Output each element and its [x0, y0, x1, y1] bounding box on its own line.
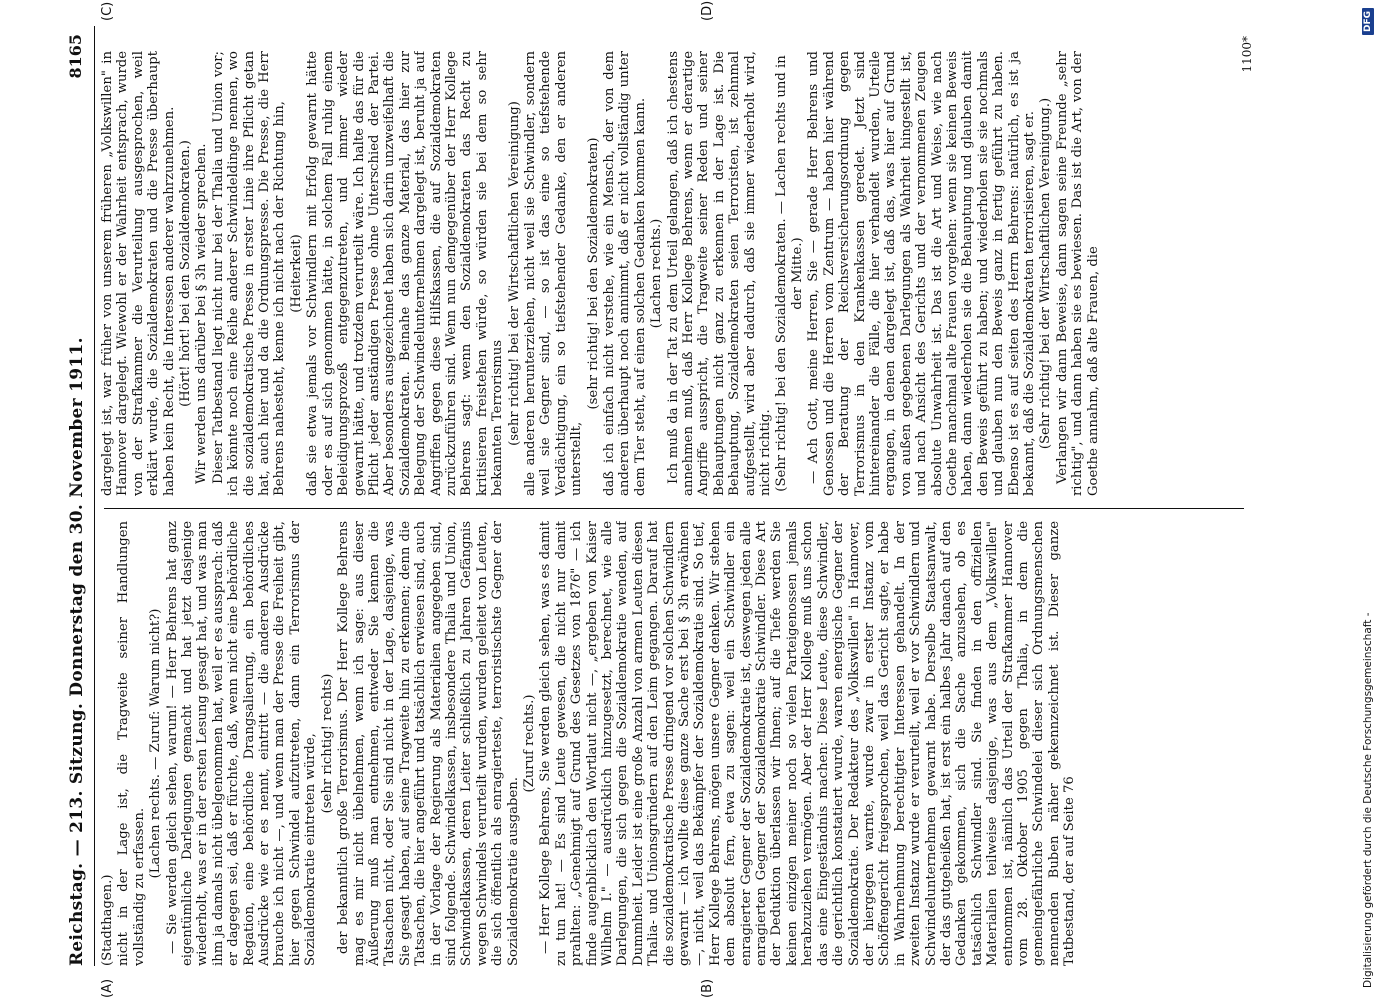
running-header: Reichstag. — 213. Sitzung. Donnerstag den 30. November 1911.	[67, 337, 87, 966]
paragraph: — Sie werden gleich sehen, warum! — Herr Behrens hat ganz eigentümliche Darlegungen gemacht und hat jetzt dasjenige wiederholt, was er in der ersten Lesung gesagt hat, und was man ihm ja damals nicht übelgenommen hat, weil er es aussprach: daß er dagegen sei, daß er fürchte, daß, wenn nicht eine behördliche Regation, eine behördliche Drangsalierung, ein behördliches Ausdrücke wie er es nennt, eintritt — die anderen Ausdrücke brauche ich nicht —, und wenn man der Presse die Freiheit gibt, hier gegen Schwindel aufzutreten, dann ein Terrorismus der Sozialdemokratie eintreten würde,	[164, 521, 319, 966]
left-column	[100, 521, 1245, 966]
document-page	[60, 0, 1328, 998]
paragraph: daß ich einfach nicht verstehe, wie ein Mensch, der von dem anderen überhaupt noch annimmt, daß er nicht vollständig unter dem Tier steht, auf einen solchen Gedanken kommen kann.	[602, 51, 648, 496]
paragraph: (Stadthagen.)	[100, 874, 115, 966]
interjection: (Heiterkeit)	[288, 234, 304, 313]
paragraph: Dieser Tatbestand liegt nicht nur bei der Thalia und Union vor; ich könnte noch eine Reihe anderer Schwindeldinge nennen, wo die sozialdemokratische Presse in erster Linie ihre Pflicht getan hat, auch hier und da die Ordnungspresse. Die Presse, die Herr Behrens nahesteht, kenne ich nicht nach der Richtung hin,	[210, 51, 288, 496]
paragraph: Wir werden uns darüber bei § 3h wieder sprechen.	[194, 143, 210, 484]
paragraph: der bekanntlich große Terrorismus. Der Herr Kollege Behrens mag es mir nicht übelnehmen, wenn ich sage: aus dieser Äußerung muß man entnehmen, entweder Sie kennen die Tatsachen nicht, oder Sie sind nicht in der Lage, dasjenige, was Sie gesagt haben, auf seine Tragweite hin zu erkennen; denn die Tatsachen, die hier angeführt und tatsächlich erwiesen sind, auch in der Vorlage der Regierung als Materialien angegeben sind, sind folgende. Schwindelkassen, insbesondere Thalia und Union, Schwindelkassen, deren Leiter schließlich zu Jahren Gefängnis wegen Schwindels verurteilt wurden, wurden geleitet von Leuten, die sich öffentlich als enragierteste, terroristischste Gegner der Sozialdemokratie ausgaben.	[336, 521, 521, 966]
paragraph: dargelegt ist, war früher von unserem früheren „Volkswillen" in Hannover dargelegt. Wiewohl er der Wahrheit entsprach, wurde von der Strafkammer die Verurteilung ausgesprochen, weil erklärt wurde, die Sozialdemokraten und die Presse überhaupt haben kein Recht, die Interessen anderer wahrzunehmen.	[100, 51, 177, 496]
interjection: (Sehr richtig! bei der Wirtschaftlichen Vereinigung.)	[1038, 97, 1054, 450]
right-column	[100, 51, 1245, 496]
margin-marker-b: (B)	[700, 978, 715, 998]
paragraph: daß sie etwa jemals vor Schwindlern mit Erfolg gewarnt hätte oder es auf sich genommen hätte, in solchem Fall ruhig einem Beleidigungsprozeß entgegenzutreten, und immer wieder gewarnt hätte, und trotzdem verurteilt wäre. Ich halte das für die Pflicht jeder anständigen Presse ohne Unterschied der Partei. Aber besonders ausgezeichnet haben sich darin unzweifelhaft die Sozialdemokraten. Beinahe das ganze Material, das hier zur Belegung der Schwindelunternehmen dargelegt ist, beruht ja auf Angriffen gegen diese Hilfskassen, die auf Sozialdemokraten zurückzuführen sind. Wenn nun demgegenüber der Herr Kollege Behrens sagt: wenn den Sozialdemokraten das Recht zu kritisieren freistehen würde, so würden sie bei dem so sehr bekannten Terrorismus	[305, 51, 506, 496]
interjection: (Lachen rechts.)	[649, 218, 665, 329]
margin-marker-d: (D)	[700, 0, 715, 21]
interjection: (Hört! hört! bei den Sozialdemokraten.)	[178, 140, 194, 407]
paragraph: — Ach Gott, meine Herren, Sie — gerade Herr Behrens und Genossen und die Herren vom Zentrum — haben hier während der Beratung der Reichsversicherungsordnung gegen Terrorismus in den Krankenkassen geredet. Jetzt sind hintereinander die Fälle, die hier verhandelt wurden, Urteile ergangen, in denen dargelegt ist, daß das, was hier auf Grund von außen gegebenen Darlegungen als Wahrheit hingestellt ist, und nach Ansicht des Gerichts und der vernommenen Zeugen absolute Unwahrheit ist. Das ist die Art und Weise, wie nach Goethe manchmal alte Frauen vorgehen: wenn sie keinen Beweis haben, dann wiederholen sie die Behauptung und glauben damit den Beweis geführt zu haben; und wiederholen sie sie nochmals und glauben nun den Beweis ganz in fertig geführt zu haben. Ebenso ist es auf seiten des Herrn Behrens: natürlich, es ist ja bekannt, daß die Sozialdemokraten terrorisieren, sagt er.	[806, 51, 1037, 496]
page-footer: 1100*	[1240, 36, 1254, 73]
interjection: (Lachen rechts. — Zuruf: Warum nicht?)	[148, 608, 164, 879]
interjection: (sehr richtig! bei den Sozialdemokraten)	[585, 137, 601, 410]
interjection: (sehr richtig! rechts)	[319, 673, 335, 814]
interjection: (Sehr richtig! bei den Sozialdemokraten. — Lachen rechts und in der Mitte.)	[774, 55, 805, 492]
interjection: (sehr richtig! bei der Wirtschaftlichen Vereinigung)	[506, 101, 522, 446]
column-divider	[104, 508, 1244, 509]
paragraph: Ich muß da in der Tat zu dem Urteil gelangen, daß ich chestens annehmen muß, daß Herr Kollege Behrens, wenn er derartige Angriffe ausspricht, die Tragweite seiner Reden und seiner Behauptungen nicht ganz zu erkennen in der Lage ist. Die Behauptung, Sozialdemokraten seien Terroristen, ist zehnmal aufgestellt, wird aber dadurch, daß sie immer wiederholt wird, nicht richtig.	[665, 51, 774, 496]
paragraph: Verlangen wir dann Beweise, dann sagen seine Freunde „sehr richtig", und dann haben sie es bewiesen. Das ist die Art, von der Goethe annahm, daß alte Frauen, die	[1054, 51, 1101, 496]
page-number: 8165	[66, 34, 85, 79]
dfg-logo: DFG	[1362, 8, 1374, 35]
interjection: (Zuruf rechts.)	[521, 694, 537, 793]
paragraph: nicht in der Lage ist, die Tragweite seiner Handlungen vollständig zu erfassen.	[116, 521, 147, 966]
paragraph: alle anderen herunterziehen, nicht weil sie Schwindler, sondern weil sie Gegner sind, — so ist das eine so tiefstehende Verdächtigung, ein so tiefstehender Gedanke, den er anderen unterstellt,	[522, 51, 585, 496]
margin-marker-a: (A)	[100, 978, 115, 998]
digitization-credit	[1360, 8, 1374, 988]
credit-text: Digitalisierung gefördert durch die Deutsche Forschungsgemeinschaft -	[1362, 612, 1374, 988]
page-header	[60, 26, 95, 966]
paragraph: — Herr Kollege Behrens, Sie werden gleich sehen, was es damit zu tun hat! — Es sind Leute gewesen, die nicht nur damit prahlten: „Genehmigt auf Grund des Gesetzes von 1876" — ich finde augenblicklich den Wortlaut nicht —, „ergeben von Kaiser Wilhelm I." — ausdrücklich hinzugesetzt, berechnet, wie alle Darlegungen, die sich gegen die Sozialdemokratie wenden, auf Dummheit. Leider ist eine große Anzahl von armen Leuten diesen Thalia- und Unionsgründern auf den Leim gegangen. Darauf hat die sozialdemokratische Presse dringend vor solchen Schwindlern gewarnt — ich wollte diese ganze Sache erst bei § 3h erwähnen —, nicht, weil das Bekämpfer der Sozialdemokratie sind. So tief, Herr Kollege Behrens, mögen unsere Gegner denken. Wir stehen dem absolut fern, etwa zu sagen: weil ein Schwindler ein enragierter Gegner der Sozialdemokratie ist, deswegen jeden alle enragierten Gegner der Sozialdemokratie Schwindler. Diese Art der Deduktion überlassen wir Ihnen; auf die Tiefe werden Sie keinen einzigen meiner noch so vielen Parteigenossen jemals herabzuziehen vermögen. Aber der Herr Kollege muß uns schon das eine Eingeständnis machen: Diese Leute, diese Schwindler, die gerichtlich konstatiert wurde, waren energische Gegner der Sozialdemokratie. Der Redakteur des „Volkswillen" in Hannover, der hiergegen warnte, wurde zwar in erster Instanz vom Schöffengericht freigesprochen, weil das Gericht sagte, er habe in Wahrnehmung berechtigter Interessen gehandelt. In der zweiten Instanz wurde er verurteilt, weil er vor Schwindlern und Schwindelunternehmen gewarnt habe. Derselbe Staatsanwalt, der das gutgeheißen hat, ist erst ein halbes Jahr danach auf den Gedanken gekommen, sich die Sache anzusehen, ob es tatsächlich Schwindler sind. Sie finden in den offiziellen Materialien teilweise dasjenige, was aus dem „Volkswillen" entnommen ist, nämlich das Urteil der Strafkammer Hannover vom 28. Oktober 1905 gegen Thalia, in dem die gemeingefährliche Schwindelei dieser sich Ordnungsmenschen nennenden Buben näher gekennzeichnet ist. Dieser ganze Tatbestand, der auf Seite 76	[538, 521, 1078, 966]
margin-marker-c: (C)	[100, 1, 115, 21]
